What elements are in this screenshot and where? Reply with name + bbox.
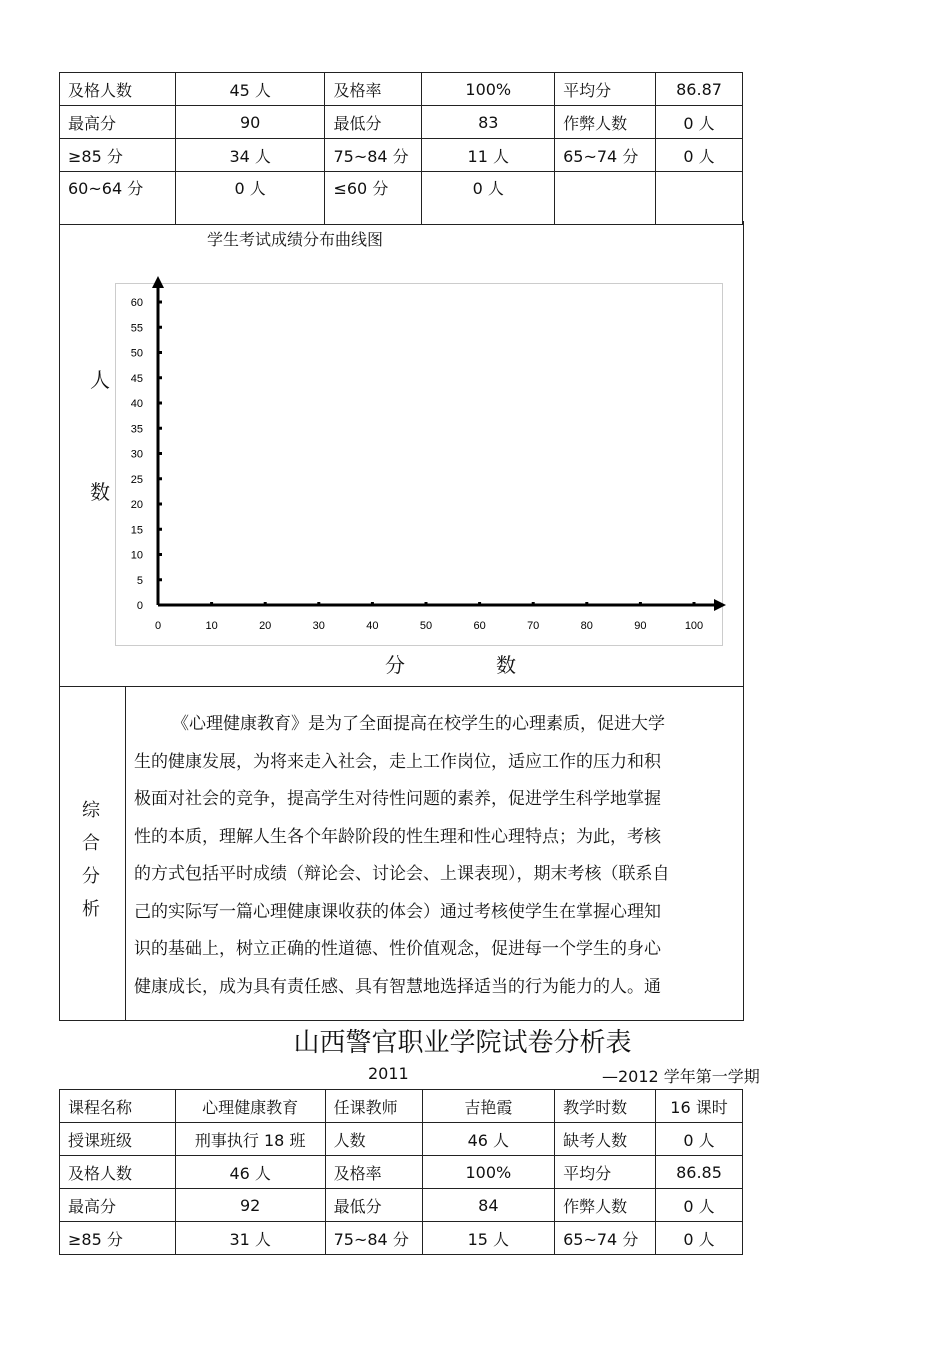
x-tick-label: 10 — [205, 620, 218, 632]
exam-info-table — [59, 1089, 743, 1255]
y-tick-mark — [159, 376, 162, 379]
y-tick-label: 15 — [130, 524, 143, 537]
y-tick-label: 10 — [130, 549, 143, 562]
analysis-label-char: 分 — [82, 866, 100, 887]
y-tick-mark — [159, 477, 162, 480]
analysis-label-char: 析 — [82, 899, 100, 920]
y-tick-mark — [159, 528, 162, 531]
table-cell: 34 人 — [175, 139, 325, 172]
table-cell: 65~74 分 — [555, 139, 656, 172]
y-tick-label: 45 — [130, 372, 143, 385]
table-cell: 平均分 — [555, 73, 656, 106]
analysis-line: 生的健康发展，为将来走入社会，走上工作岗位，适应工作的压力和积 — [134, 751, 661, 772]
document-title: 山西警官职业学院试卷分析表 — [293, 1028, 632, 1058]
x-tick-mark — [532, 602, 535, 605]
table-cell: 100% — [422, 73, 555, 106]
table-cell: 86.85 — [656, 1156, 743, 1189]
x-tick-label: 50 — [419, 620, 433, 632]
x-tick-mark — [585, 602, 588, 605]
x-tick-label: 40 — [366, 620, 379, 632]
y-tick-mark — [159, 578, 162, 581]
table-cell: 15 人 — [422, 1222, 555, 1255]
table-cell: 60~64 分 — [60, 172, 176, 225]
y-tick-mark — [159, 604, 162, 607]
y-tick-label: 35 — [130, 423, 143, 436]
x-tick-mark — [210, 602, 213, 605]
y-tick-mark — [159, 452, 162, 455]
table-cell: 11 人 — [422, 139, 555, 172]
table-cell: 作弊人数 — [555, 106, 656, 139]
y-tick-mark — [159, 326, 162, 329]
y-tick-label: 25 — [130, 473, 143, 486]
table-cell: 及格人数 — [60, 73, 176, 106]
y-tick-mark — [159, 351, 162, 354]
table-row — [60, 73, 743, 106]
table-cell: 92 — [175, 1189, 325, 1222]
y-tick-label: 55 — [130, 322, 143, 335]
table-cell: 90 — [175, 106, 325, 139]
analysis-text — [134, 706, 734, 1006]
table-cell: 75~84 分 — [325, 1222, 422, 1255]
table-cell: 0 人 — [656, 1123, 743, 1156]
analysis-line: 己的实际写一篇心理健康课收获的体会）通过考核使学生在掌握心理知 — [134, 901, 661, 922]
table-cell: 教学时数 — [555, 1090, 656, 1123]
x-tick-mark — [371, 602, 374, 605]
table-cell: 吉艳霞 — [422, 1090, 555, 1123]
table-cell: 0 人 — [656, 1222, 743, 1255]
table-cell: 最低分 — [325, 1189, 422, 1222]
table-cell: 及格率 — [325, 1156, 422, 1189]
analysis-line: 《心理健康教育》是为了全面提高在校学生的心理素质，促进大学 — [172, 714, 665, 734]
y-tick-label: 40 — [130, 398, 143, 410]
x-tick-label: 60 — [473, 620, 486, 632]
table-row — [60, 172, 743, 225]
x-tick-mark — [317, 602, 320, 605]
chart-title: 学生考试成绩分布曲线图 — [206, 230, 383, 249]
x-tick-label: 30 — [312, 620, 325, 632]
score-summary-table — [59, 72, 743, 225]
table-cell: 16 课时 — [656, 1090, 743, 1123]
table-cell — [555, 172, 656, 225]
table-cell: 作弊人数 — [555, 1189, 656, 1222]
x-axis-label-char: 分 — [385, 653, 405, 677]
table-row — [60, 1189, 743, 1222]
table-cell — [656, 172, 743, 225]
table-cell: 46 人 — [422, 1123, 555, 1156]
y-axis-label-char: 数 — [90, 480, 110, 504]
analysis-line: 性的本质，理解人生各个年龄阶段的性生理和性心理特点；为此，考核 — [134, 826, 661, 847]
y-tick-mark — [159, 427, 162, 430]
y-tick-label: 30 — [130, 448, 143, 461]
y-tick-label: 50 — [130, 347, 143, 360]
table-cell: ≤60 分 — [325, 172, 422, 225]
table-cell: 缺考人数 — [555, 1123, 656, 1156]
y-tick-mark — [159, 503, 162, 506]
table-cell: 0 人 — [656, 106, 743, 139]
table-cell: 刑事执行 18 班 — [175, 1123, 325, 1156]
analysis-line: 的方式包括平时成绩（辩论会、讨论会、上课表现），期末考核（联系自 — [134, 864, 670, 884]
academic-year-end: —2012 学年第一学期 — [602, 1067, 760, 1086]
x-tick-label: 20 — [259, 620, 272, 632]
table-cell: 86.87 — [656, 73, 743, 106]
table-cell: 0 人 — [422, 172, 555, 225]
x-tick-mark — [264, 602, 267, 605]
table-row — [60, 106, 743, 139]
analysis-line: 识的基础上，树立正确的性道德、性价值观念，促进每一个学生的身心 — [134, 939, 661, 959]
table-cell: 最高分 — [60, 106, 176, 139]
y-axis-arrow — [152, 276, 164, 288]
table-cell: 任课教师 — [325, 1090, 422, 1123]
x-tick-label: 90 — [634, 620, 647, 632]
table-cell: 及格率 — [325, 73, 422, 106]
chart-section — [59, 221, 744, 687]
table-cell: 心理健康教育 — [175, 1090, 325, 1123]
table-cell: ≥85 分 — [60, 1222, 176, 1255]
table-row — [60, 1090, 743, 1123]
table-cell: 65~74 分 — [555, 1222, 656, 1255]
table-cell: 84 — [422, 1189, 555, 1222]
table-row — [60, 1123, 743, 1156]
analysis-line: 健康成长，成为具有责任感、具有智慧地选择适当的行为能力的人。通 — [134, 976, 661, 997]
table-cell: 最高分 — [60, 1189, 176, 1222]
y-tick-mark — [159, 553, 162, 556]
analysis-label-char: 综 — [82, 800, 100, 821]
table-cell: ≥85 分 — [60, 139, 176, 172]
table-cell: 83 — [422, 106, 555, 139]
x-axis-label-char: 数 — [496, 653, 516, 677]
academic-year-start: 2011 — [368, 1064, 409, 1083]
y-tick-label: 5 — [136, 574, 143, 587]
y-tick-label: 20 — [130, 499, 143, 511]
distribution-chart — [60, 221, 743, 686]
table-cell: 0 人 — [656, 1189, 743, 1222]
x-tick-mark — [639, 602, 642, 605]
x-tick-mark — [478, 602, 481, 605]
table-row — [60, 139, 743, 172]
table-cell: 人数 — [325, 1123, 422, 1156]
table-row — [60, 1222, 743, 1255]
y-tick-label: 60 — [130, 297, 143, 309]
y-tick-mark — [159, 402, 162, 405]
table-cell: 课程名称 — [60, 1090, 176, 1123]
x-tick-label: 80 — [580, 620, 593, 632]
analysis-label-cell — [60, 686, 126, 1020]
table-cell: 75~84 分 — [325, 139, 422, 172]
table-cell: 0 人 — [656, 139, 743, 172]
analysis-line: 极面对社会的竞争，提高学生对待性问题的素养，促进学生科学地掌握 — [134, 789, 661, 809]
x-tick-mark — [425, 602, 428, 605]
y-axis-label-char: 人 — [90, 368, 110, 392]
table-row — [60, 1156, 743, 1189]
table-cell: 31 人 — [175, 1222, 325, 1255]
table-cell: 授课班级 — [60, 1123, 176, 1156]
analysis-label-char: 合 — [82, 833, 100, 854]
table-cell: 0 人 — [175, 172, 325, 225]
x-tick-label: 0 — [154, 620, 162, 632]
table-cell: 及格人数 — [60, 1156, 176, 1189]
y-tick-mark — [159, 301, 162, 304]
table-cell: 100% — [422, 1156, 555, 1189]
x-tick-label: 100 — [684, 620, 704, 632]
y-tick-label: 0 — [136, 600, 143, 612]
x-tick-mark — [693, 602, 696, 605]
x-axis-arrow — [714, 599, 726, 611]
x-tick-label: 70 — [527, 620, 540, 632]
table-cell: 45 人 — [175, 73, 325, 106]
table-cell: 最低分 — [325, 106, 422, 139]
table-cell: 46 人 — [175, 1156, 325, 1189]
table-cell: 平均分 — [555, 1156, 656, 1189]
analysis-section — [59, 686, 744, 1021]
